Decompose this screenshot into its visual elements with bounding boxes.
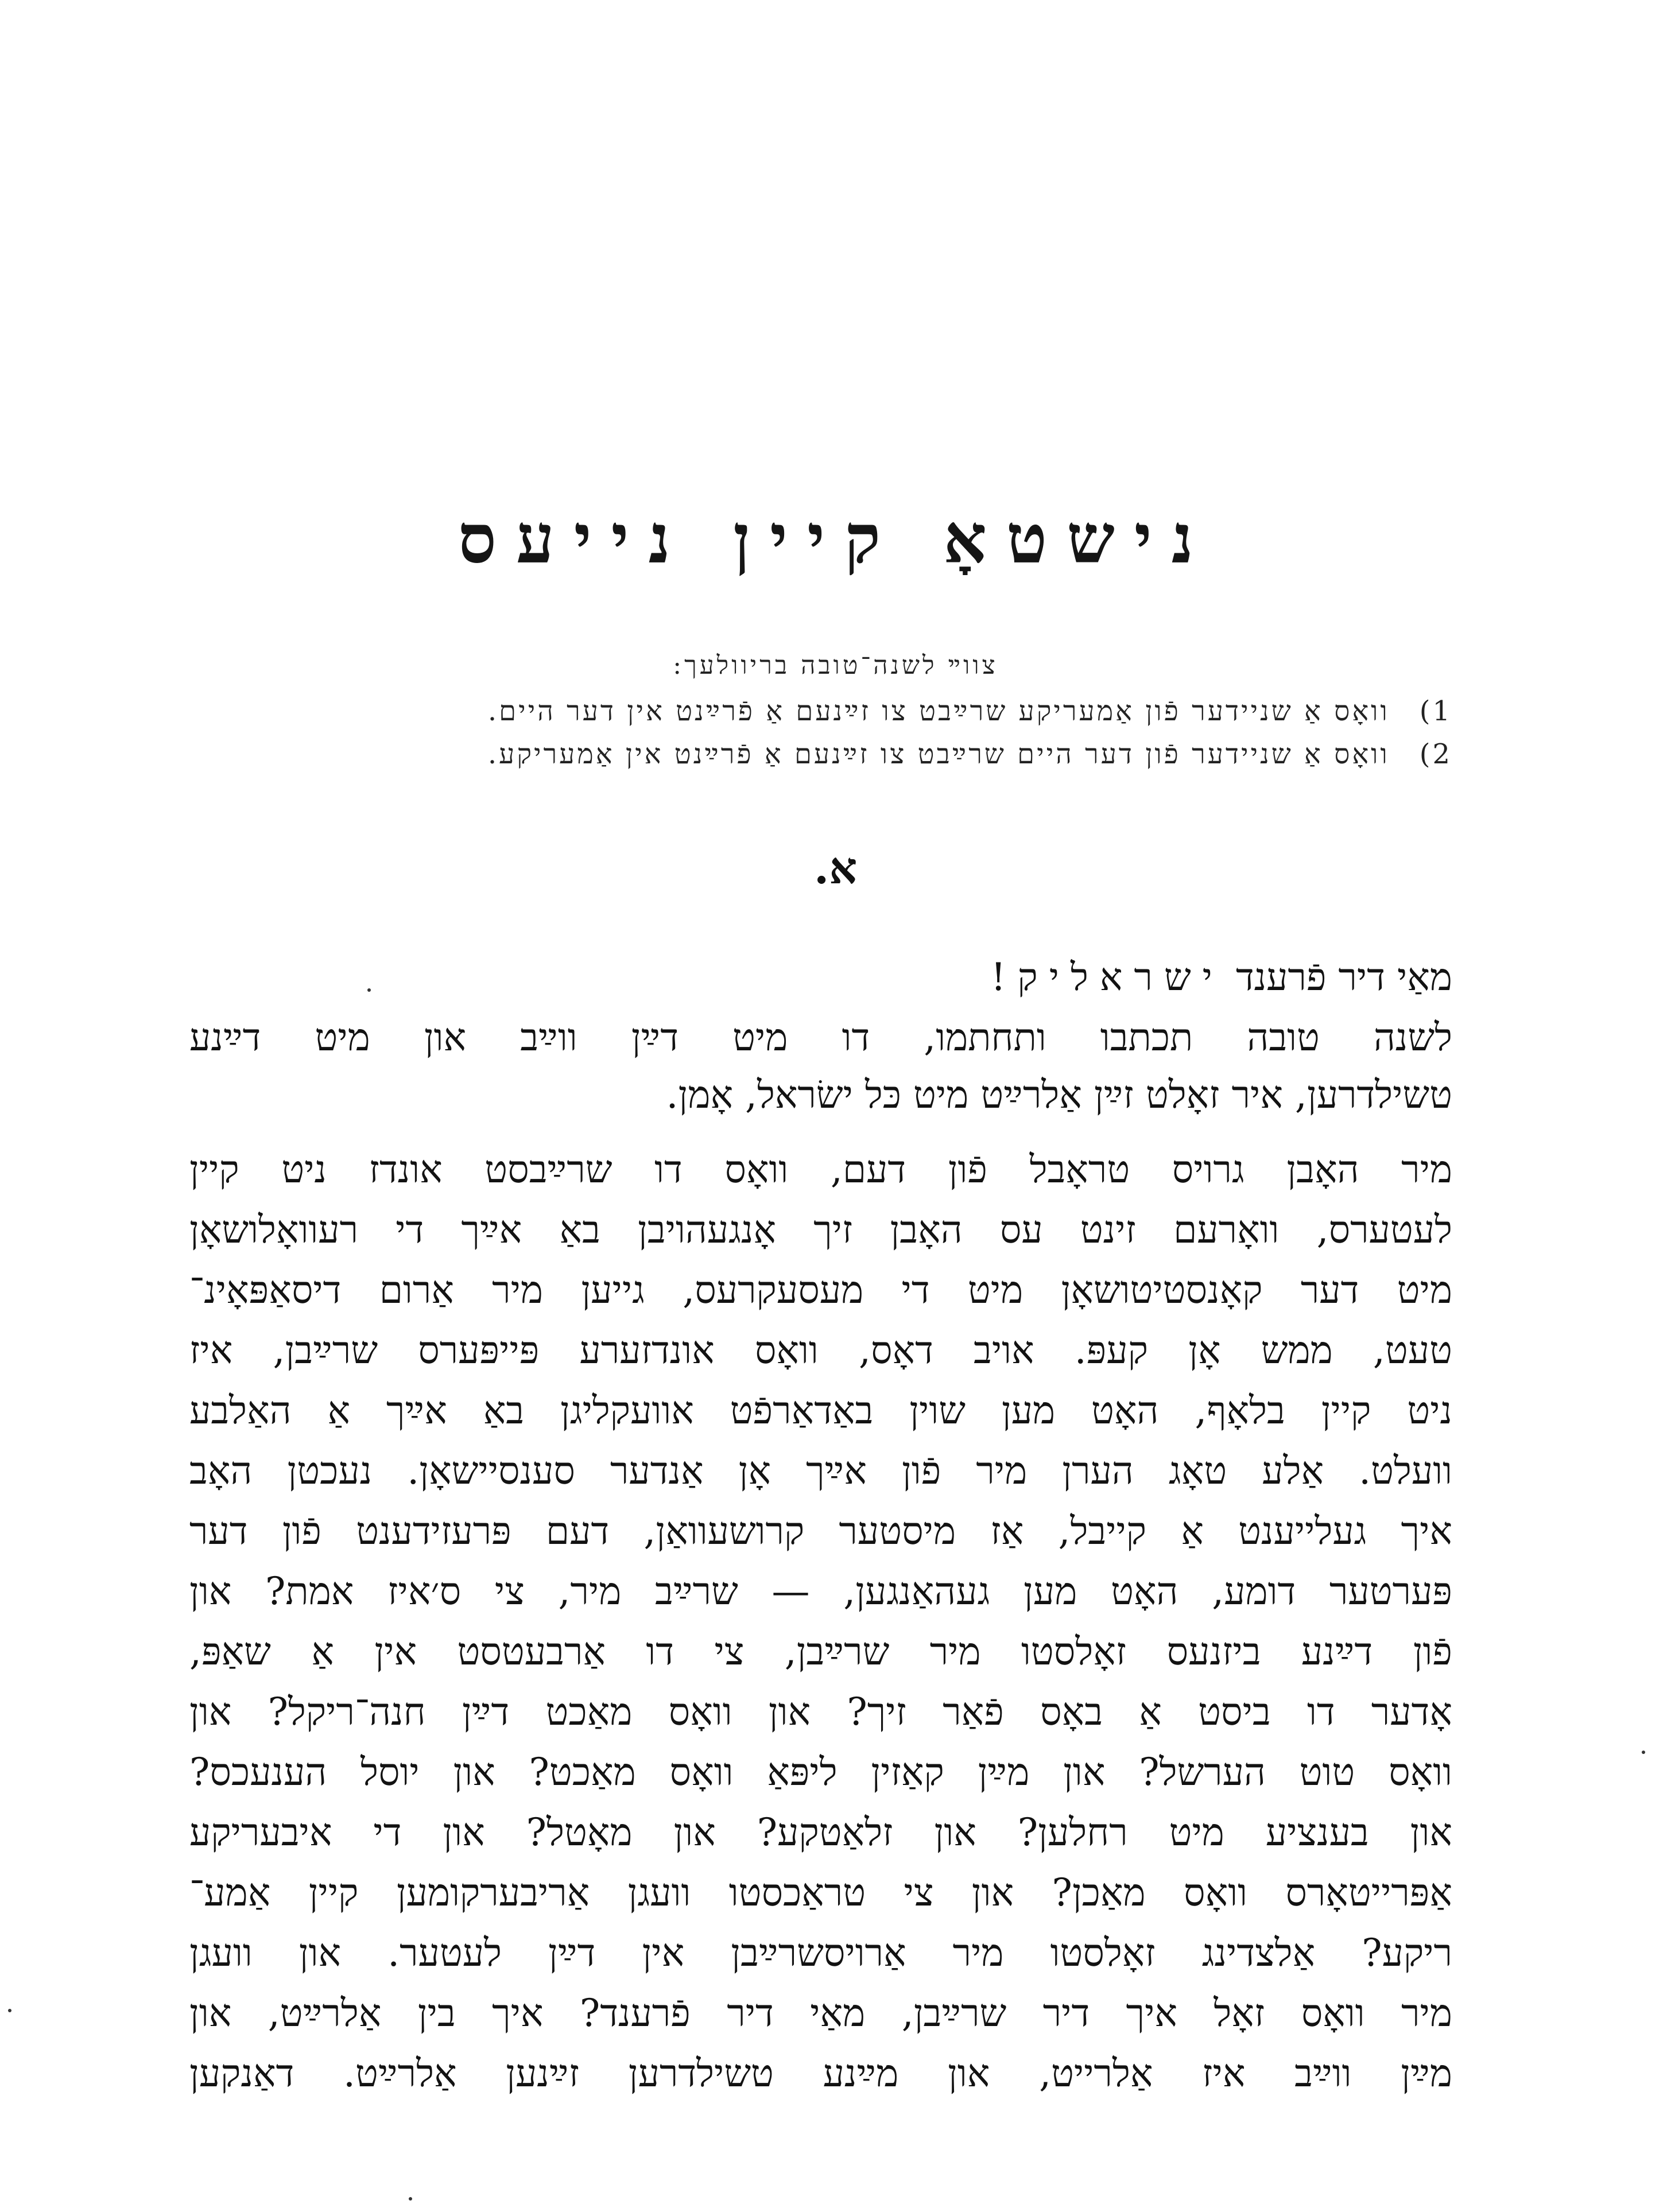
scan-speck <box>1642 1751 1645 1754</box>
text-line: מיט דער קאָנסטיטושאָן מיט די מעסעקרעס, גייען מיר אַרום דיסאַפּאָינ־ <box>189 1268 1452 1312</box>
text-line: און בענציע מיט רחלען? און זלאַטקע? און מאָטל? און די איבעריקע <box>189 1810 1452 1854</box>
scan-speck <box>409 2197 412 2201</box>
text-line: איך געלייענט אַ קייבל, אַז מיסטער קרושעוואַן, דעם פּרעזידענט פֿון דער <box>189 1509 1452 1553</box>
text-line: מײַן ווײַב איז אַלרייט, און מײַנע טשילדרען זײַנען אַלרײַט. דאַנקען <box>189 2051 1452 2095</box>
subtitle-item-number: 2) <box>1419 738 1452 770</box>
subtitle-item <box>218 697 1452 725</box>
salutation <box>189 955 1452 999</box>
subtitle-item-text: וואָס אַ שניידער פֿון דער היים שרײַבט צו זײַנעם אַ פֿרײַנט אין אַמעריקע. <box>487 738 1390 770</box>
section-mark: א. <box>813 843 858 894</box>
scan-speck <box>367 988 371 992</box>
text-line: לשנה טובה תכתבו ותחתמו, דו מיט דײַן ווײַב און מיט דײַנע <box>189 1015 1452 1060</box>
text-line: פּערטער דומע, האָט מען געהאַנגען, — שרײַב מיר, צי ס׳איז אמת? און <box>189 1569 1452 1613</box>
subtitle-item-text: וואָס אַ שניידער פֿון אַמעריקע שרײַבט צו זײַנעם אַ פֿרײַנט אין דער היים. <box>487 695 1390 727</box>
text-line: וועלט. אַלע טאָג הערן מיר פֿון אײַך אָן אַנדער סענסיישאָן. נעכטן האָב <box>189 1449 1452 1493</box>
text-line: אָדער דו ביסט אַ באָס פֿאַר זיך? און וואָס מאַכט דײַן חנה־ריקל? און <box>189 1690 1452 1734</box>
scan-speck <box>8 2009 11 2012</box>
page-title: נישטאָ קיין נייעס <box>458 499 1213 579</box>
text-line: פֿון דײַנע ביזנעס זאָלסטו מיר שרײַבן, צי דו אַרבעטסט אין אַ שאַפּ, <box>189 1629 1452 1674</box>
subtitle-item <box>218 740 1452 768</box>
text-line: טעט, ממש אָן קעפּ. אויב דאָס, וואָס אונדזערע פּייפּערס שרײַבן, איז <box>189 1328 1452 1372</box>
text-line: וואָס טוט הערשל? און מײַן קאַזין ליפּאַ וואָס מאַכט? און יוסל הענעכס? <box>189 1750 1452 1794</box>
text-line: מיר וואָס זאָל איך דיר שרײַבן, מאַי דיר פֿרענד? איך בין אַלרײַט, און <box>189 1991 1452 2035</box>
text-line: אַפּרייטאָרס וואָס מאַכן? און צי טראַכסטו וועגן אַריבערקומען קיין אַמע־ <box>189 1871 1452 1915</box>
text-line: לעטערס, וואָרעם זינט עס האָבן זיך אָנגעהויבן באַ אײַך די רעוואָלושאָן <box>189 1208 1452 1252</box>
text-line: ריקע? אַלצדינג זאָלסטו מיר אַרויסשרײַבן אין דײַן לעטער. און וועגן <box>189 1931 1452 1975</box>
subtitle-header: צווײ לשנה־טובה בריוולעך: <box>673 651 998 680</box>
salutation-name: ישראליק! <box>990 955 1224 999</box>
text-line: ניט קיין בלאָף, האָט מען שוין באַדאַרפֿט אוועקליגן באַ אײַך אַ האַלבע <box>189 1388 1452 1433</box>
text-line: טשילדרען, איר זאָלט זײַן אַלרײַט מיט כּל ישׂראל, אָמן. <box>666 1073 1452 1117</box>
salutation-prefix: מאַי דיר פֿרענד <box>1235 955 1452 999</box>
text-line: מיר האָבן גרויס טראָבל פֿון דעם, וואָס דו שרײַבסט אונדז ניט קיין <box>189 1147 1452 1192</box>
subtitle-item-number: 1) <box>1419 695 1452 727</box>
